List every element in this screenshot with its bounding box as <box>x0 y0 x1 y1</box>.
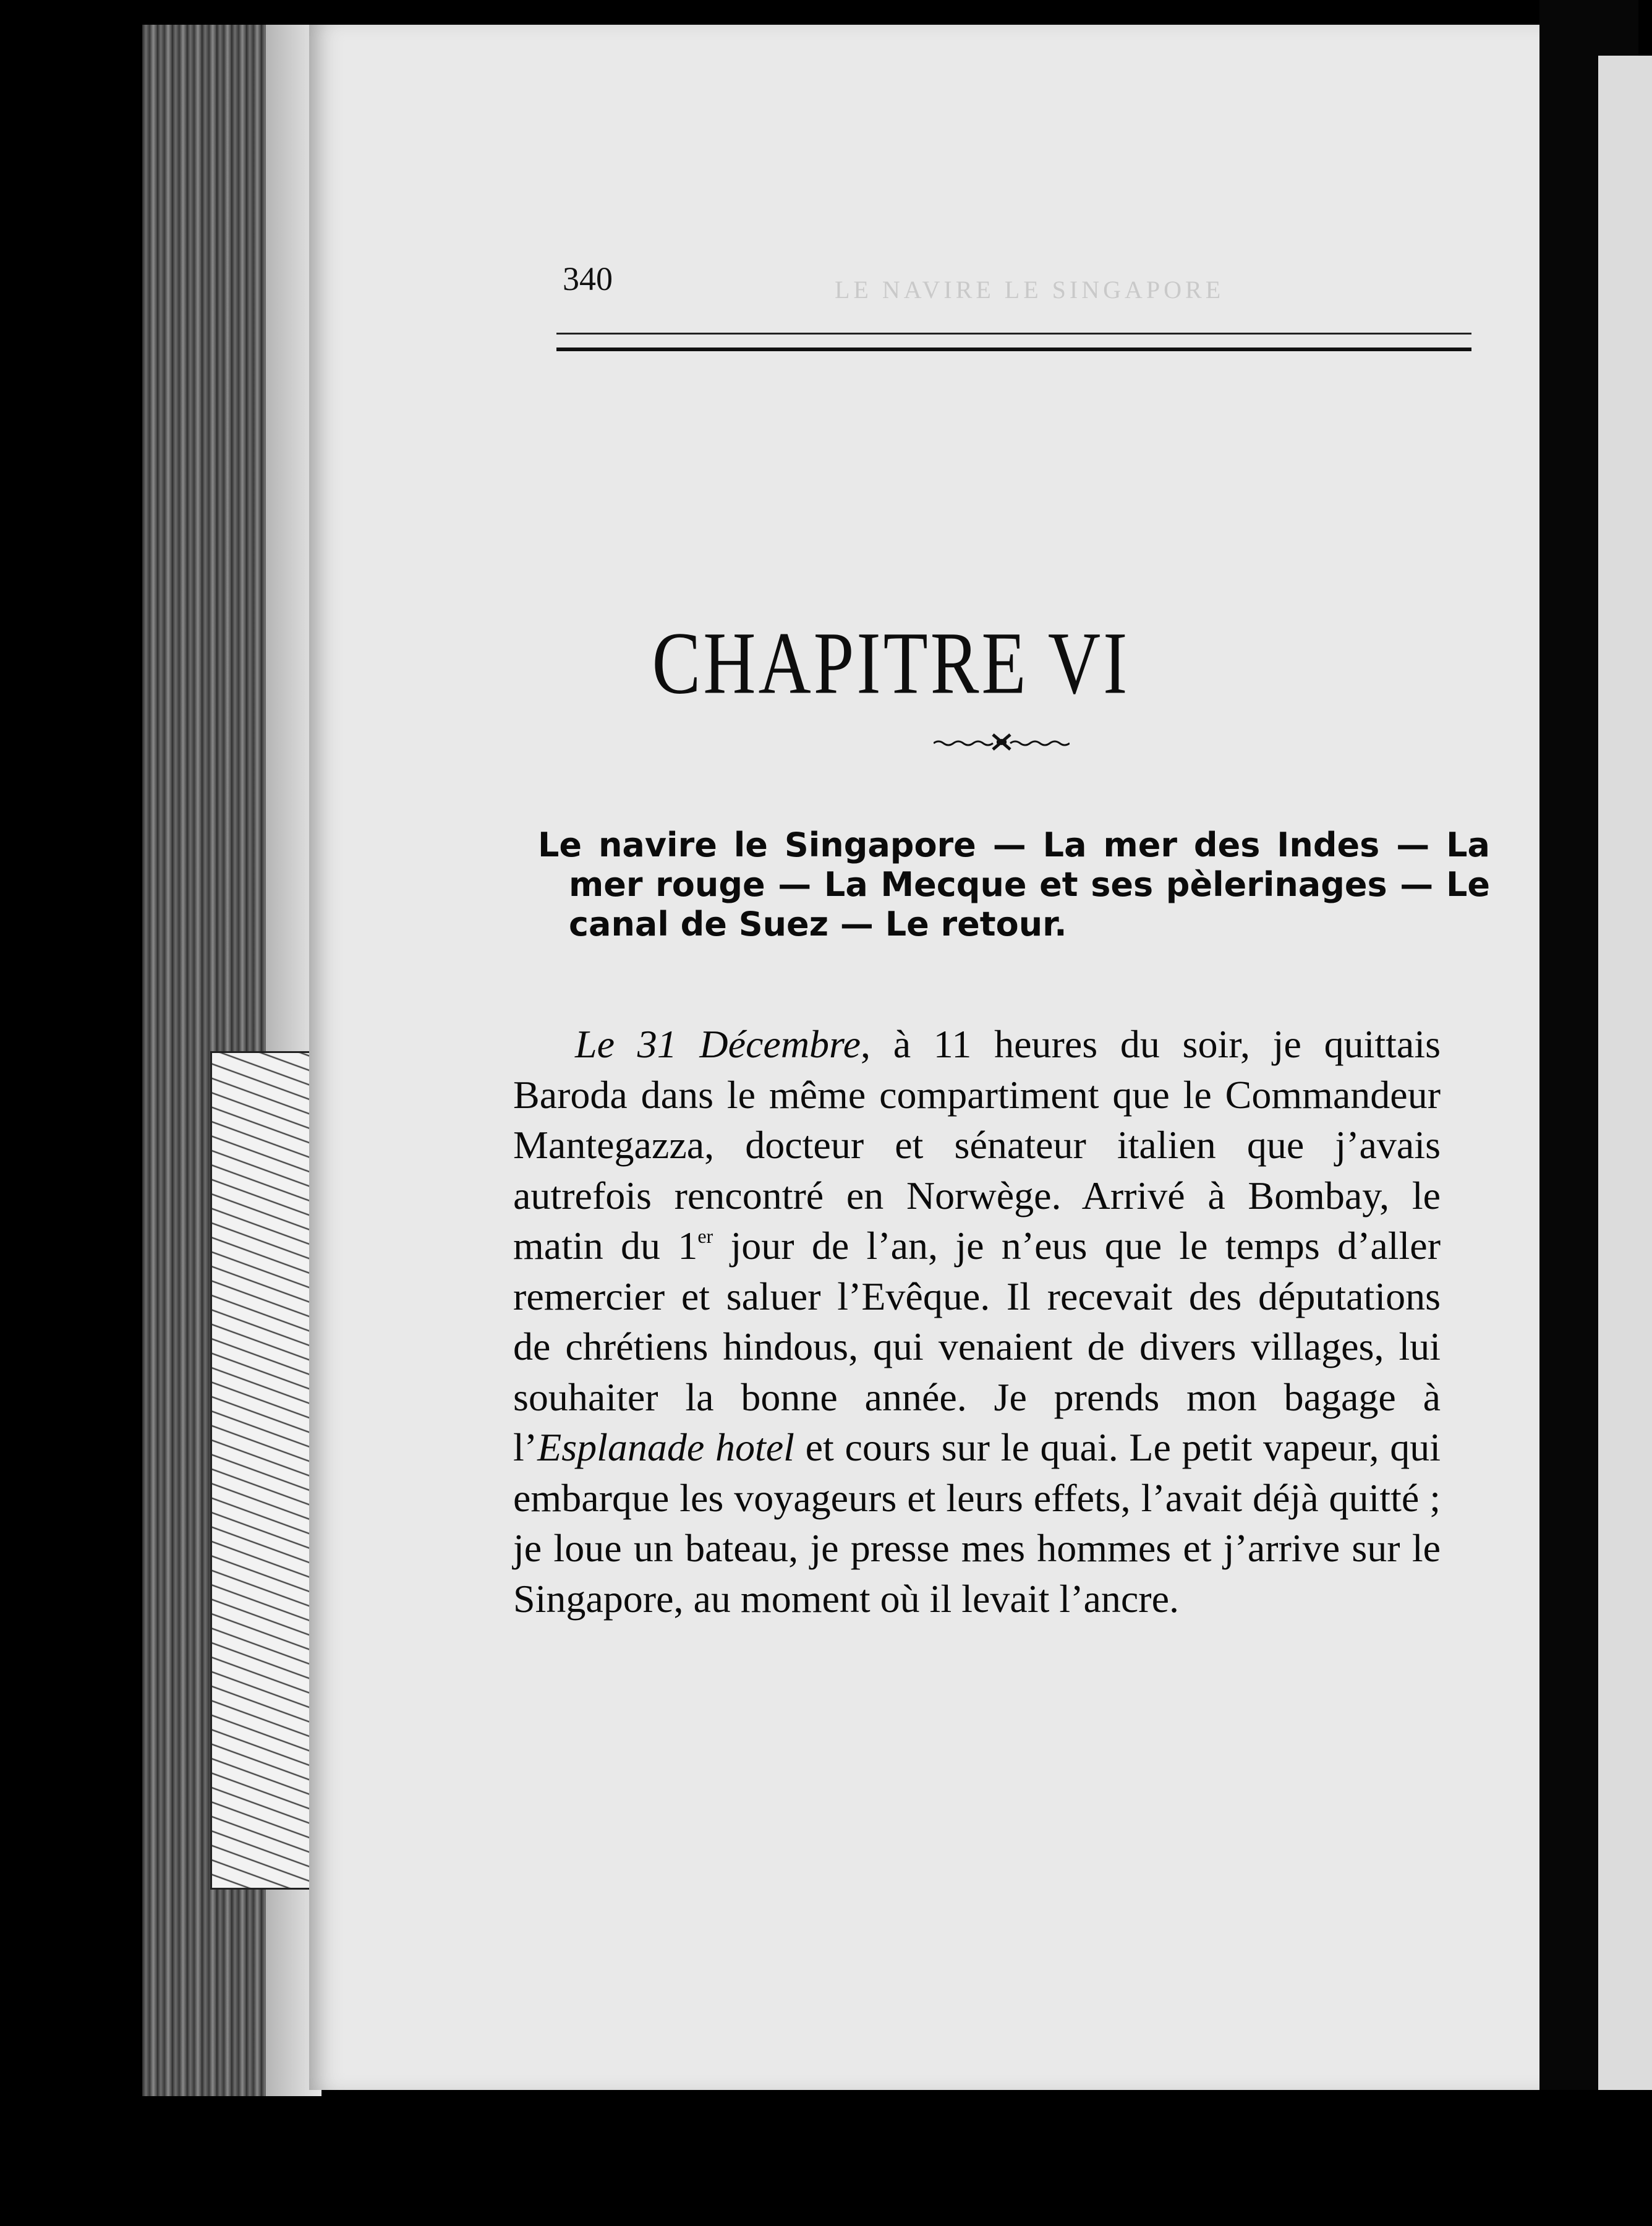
ordinal-superscript: er <box>697 1225 713 1247</box>
page-number: 340 <box>563 260 613 297</box>
next-page-sliver <box>1598 56 1652 2090</box>
body-paragraph <box>513 1019 1441 1624</box>
chapter-summary: Le navire le Singapore — La mer des Indes — La mer rouge — La Mecque et ses pèlerinages — Le canal de Suez — Le retour. <box>538 825 1490 944</box>
body-text-part-2: jour de l’an, je n’eus que le temps d’aller remercier et saluer l’Evêque. Il recevait des députations de chrétiens hindous, qui venaient de divers villages, lui souhaiter la bonne année. Je prends mon bagage à l’ <box>513 1224 1441 1469</box>
header-rule-thick <box>556 348 1471 351</box>
hotel-name-italic: Esplanade hotel <box>537 1425 794 1469</box>
ornament-divider-icon <box>934 730 1070 754</box>
body-text-part-3: et cours sur le quai. Le petit vapeur, qui embarque les voyageurs et leurs effets, l’avait déjà quitté ; je loue un bateau, je presse mes hommes et j’arrive sur le Singapore, au moment où il levait l’ancre. <box>513 1425 1441 1621</box>
header-rule-thin <box>556 333 1471 335</box>
book-page-edges <box>142 25 321 2096</box>
body-text-part-1: , à 11 heures du soir, je quittais Baroda dans le même compartiment que le Commandeur Mantegazza, docteur et sénateur italien que j’avais autrefois rencontré en Norwège. Arrivé à Bombay, le matin du 1 <box>513 1022 1441 1268</box>
chapter-title: CHAPITRE VI <box>652 613 1130 713</box>
running-head-bleedthrough: LE NAVIRE LE SINGAPORE <box>835 276 1225 304</box>
date-italic: Le 31 Décembre <box>575 1022 861 1066</box>
